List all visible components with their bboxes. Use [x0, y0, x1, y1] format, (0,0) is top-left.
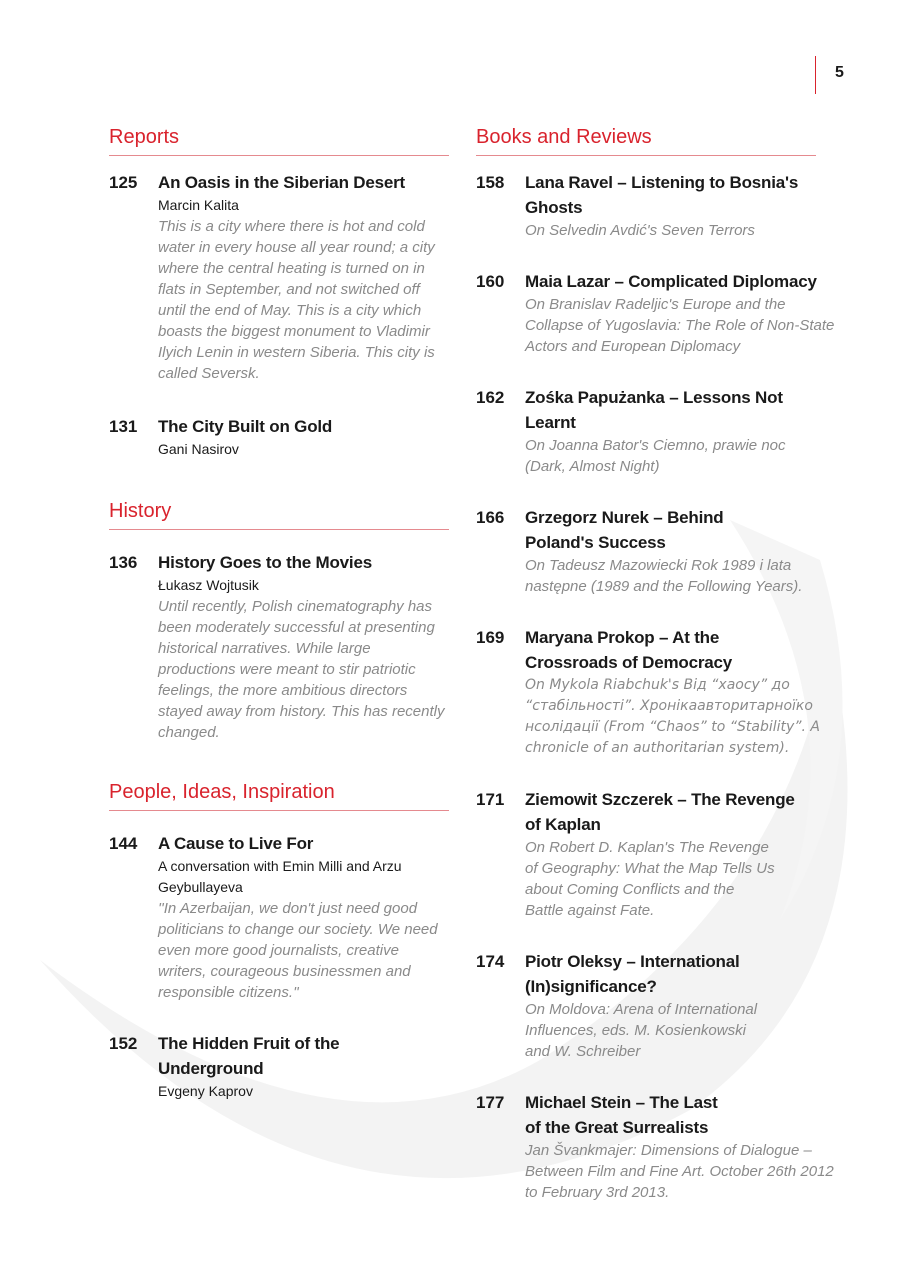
entry-page-number: 125: [109, 173, 138, 192]
entry-author: A conversation with Emin Milli and Arzu Geybullayeva: [158, 858, 402, 895]
entry-author: Gani Nasirov: [158, 441, 239, 457]
entry-description: On Joanna Bator's Ciemno, prawie noc (Dark, Almost Night): [525, 437, 786, 475]
toc-entry[interactable]: [109, 550, 449, 743]
entry-page-number: 166: [476, 508, 505, 527]
entry-description: On Robert D. Kaplan's The Revenge of Geography: What the Map Tells Us about Coming Conflicts and the Battle against Fate.: [525, 839, 775, 919]
entry-title: Zośka Papużanka – Lessons Not Learnt: [525, 388, 783, 432]
toc-entry[interactable]: [109, 170, 449, 384]
toc-entry[interactable]: [476, 505, 838, 597]
entry-title: A Cause to Live For: [158, 834, 314, 853]
section-history: [109, 498, 449, 743]
entry-title: Grzegorz Nurek – Behind Poland's Success: [525, 508, 724, 552]
toc-entry[interactable]: [476, 170, 838, 241]
entry-title: An Oasis in the Siberian Desert: [158, 173, 405, 192]
entry-author: Evgeny Kaprov: [158, 1083, 253, 1099]
entry-title: Maryana Prokop – At the Crossroads of Democracy: [525, 628, 733, 672]
entry-title: Piotr Oleksy – International (In)significance?: [525, 952, 740, 996]
entry-description: On Branislav Radeljic's Europe and the Collapse of Yugoslavia: The Role of Non-State Actors and European Diplomacy: [525, 296, 835, 355]
entry-description: On Mykola Riabchuk's Від “хаосу” до “стабільності”. Хронікаавторитарноїко нсолідації (From “Chaos” to “Stability”. A chronicle of an authoritarian system).: [525, 677, 821, 756]
entry-page-number: 177: [476, 1093, 505, 1112]
entry-title: The City Built on Gold: [158, 417, 333, 436]
toc-left-column: [109, 124, 449, 1102]
entry-page-number: 136: [109, 553, 138, 572]
entry-description: On Moldova: Arena of International Influences, eds. M. Kosienkowski and W. Schreiber: [525, 1001, 758, 1060]
entry-title: The Hidden Fruit of the Underground: [158, 1034, 340, 1078]
entry-page-number: 144: [109, 834, 138, 853]
section-people-ideas-inspiration: [109, 779, 449, 1102]
toc-entry[interactable]: [476, 787, 838, 921]
entry-description: On Selvedin Avdić's Seven Terrors: [525, 222, 755, 239]
entry-author: Marcin Kalita: [158, 197, 239, 213]
toc-entry[interactable]: [476, 1090, 838, 1203]
toc-entry[interactable]: [476, 269, 838, 357]
entry-description: Jan Švankmajer: Dimensions of Dialogue – Between Film and Fine Art. October 26th 2012 to February 3rd 2013.: [525, 1142, 834, 1201]
toc-entry[interactable]: [476, 949, 838, 1062]
section-heading: Reports: [109, 124, 449, 156]
entry-title: Michael Stein – The Last of the Great Surrealists: [525, 1093, 718, 1137]
toc-entry[interactable]: [109, 414, 449, 460]
section-reports: [109, 124, 449, 460]
entry-title: Ziemowit Szczerek – The Revenge of Kaplan: [525, 790, 795, 834]
entry-page-number: 174: [476, 952, 505, 971]
toc-entry[interactable]: [476, 385, 838, 477]
page-number: 5: [835, 64, 844, 81]
entry-description: This is a city where there is hot and cold water in every house all year round; a city where the central heating is turned on in flats in September, and not switched off until the end of May. This is a city which boasts the biggest monument to Vladimir Ilyich Lenin in western Siberia. This city is called Seversk.: [158, 218, 435, 382]
entry-description: On Tadeusz Mazowiecki Rok 1989 i lata następne (1989 and the Following Years).: [525, 557, 803, 595]
entry-page-number: 169: [476, 628, 505, 647]
section-heading: Books and Reviews: [476, 124, 816, 156]
toc-entry[interactable]: [476, 625, 838, 759]
toc-entry[interactable]: [109, 1031, 449, 1102]
section-heading: People, Ideas, Inspiration: [109, 779, 449, 811]
entry-title: History Goes to the Movies: [158, 553, 372, 572]
entry-page-number: 152: [109, 1034, 138, 1053]
entry-title: Lana Ravel – Listening to Bosnia's Ghosts: [525, 173, 799, 217]
entry-page-number: 171: [476, 790, 505, 809]
entry-page-number: 160: [476, 272, 505, 291]
section-heading: History: [109, 498, 449, 530]
entry-description: Until recently, Polish cinematography has been moderately successful at presenting historical narratives. While large productions were meant to stir patriotic feelings, the more ambitious directors stayed away from history. This has recently changed.: [158, 598, 445, 741]
entry-title: Maia Lazar – Complicated Diplomacy: [525, 272, 817, 291]
entry-author: Łukasz Wojtusik: [158, 577, 259, 593]
toc-right-column: [476, 124, 838, 1203]
entry-page-number: 162: [476, 388, 505, 407]
section-books-and-reviews: [476, 124, 838, 1203]
entry-description: ''In Azerbaijan, we don't just need good politicians to change our society. We need even more good journalists, creative writers, courageous businessmen and responsible citizens.'': [158, 900, 438, 1001]
entry-page-number: 131: [109, 417, 138, 436]
toc-entry[interactable]: [109, 831, 449, 1003]
entry-page-number: 158: [476, 173, 505, 192]
page-number-rule: [815, 56, 816, 94]
